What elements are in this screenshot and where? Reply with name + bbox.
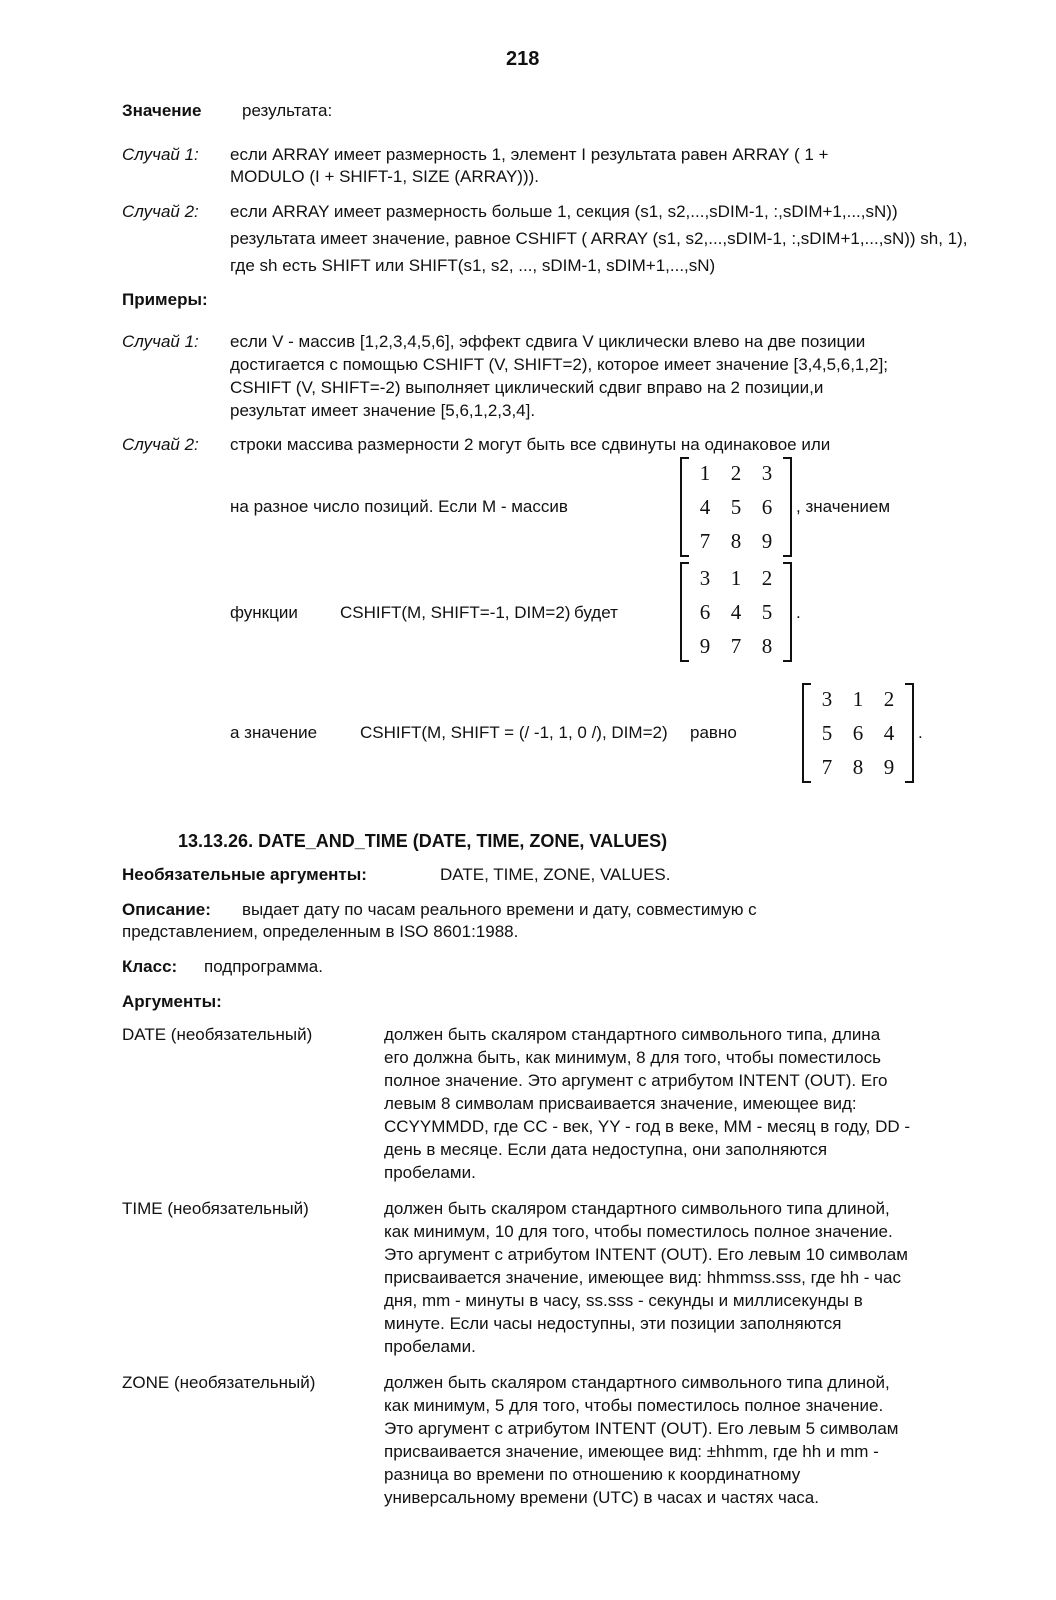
arg-zone-line: как минимум, 5 для того, чтобы поместилось полное значение. [384,1396,884,1415]
matrix-cell: 8 [852,755,864,779]
matrix-cell: 9 [699,634,711,658]
matrix-cell: 4 [730,600,742,624]
matrix-f-suffix: . [796,603,801,622]
arg-time-line: минуте. Если часы недоступны, эти позиции заполняются [384,1314,842,1333]
matrix-cell: 6 [761,495,773,519]
arg-time-line: дня, mm - минуты в часу, ss.sss - секунды и миллисекунды в [384,1291,863,1310]
matrix-cell: 3 [761,461,773,485]
matrix-cell: 3 [821,687,833,711]
matrix-bracket-right [783,562,792,662]
matrix-f [680,562,792,662]
matrix-cell: 1 [730,566,742,590]
matrix-cell: 5 [821,721,833,745]
example-2-label: Случай 2: [122,435,199,454]
class-value: подпрограмма. [204,957,323,976]
matrix-a-suffix: . [918,723,923,742]
arg-date-line: его должна быть, как минимум, 8 для того, чтобы поместилось [384,1048,881,1067]
case-1-label: Случай 1: [122,145,199,164]
matrix-cell: 7 [699,529,711,553]
matrix-cell: 5 [730,495,742,519]
arg-date-line: полное значение. Это аргумент с атрибутом INTENT (OUT). Его [384,1071,888,1090]
matrix-cell: 7 [821,755,833,779]
matrix-cell: 9 [883,755,895,779]
section-heading: 13.13.26. DATE_AND_TIME (DATE, TIME, ZONE, VALUES) [178,831,668,851]
optional-args-label: Необязательные аргументы: [122,865,367,884]
arg-time-line: как минимум, 10 для того, чтобы поместилось полное значение. [384,1222,893,1241]
matrix-cell: 1 [699,461,711,485]
matrix-cell: 9 [761,529,773,553]
matrix-cell: 5 [761,600,773,624]
matrix-cell: 6 [852,721,864,745]
example-1-line-1: если V - массив [1,2,3,4,5,6], эффект сдвига V циклически влево на две позиции [230,332,866,351]
matrix-f-text-b: CSHIFT(M, SHIFT=-1, DIM=2) [340,603,571,622]
example-1-line-3: CSHIFT (V, SHIFT=-2) выполняет циклический сдвиг вправо на 2 позиции,и [230,378,824,397]
case-2-line-2: результата имеет значение, равное CSHIFT ( ARRAY (s1, s2,...,sDIM-1, :,sDIM+1,...,sN)) sh, 1), [230,229,968,248]
matrix-cell: 2 [883,687,895,711]
example-2-line-1: строки массива размерности 2 могут быть все сдвинуты на одинаковое или [230,435,831,454]
matrix-cell: 4 [699,495,711,519]
arg-time-line: Это аргумент с атрибутом INTENT (OUT). Его левым 10 символам [384,1245,908,1264]
matrix-m-text: на разное число позиций. Если M - массив [230,497,568,516]
matrix-a-text-c: равно [690,723,737,742]
arg-zone-line: Это аргумент с атрибутом INTENT (OUT). Его левым 5 символам [384,1419,899,1438]
case-2-label: Случай 2: [122,202,199,221]
case-2-line-1: если ARRAY имеет размерность больше 1, секция (s1, s2,...,sDIM-1, :,sDIM+1,...,sN)) [230,202,898,221]
arg-time-line: должен быть скаляром стандартного символьного типа длиной, [384,1199,890,1218]
arg-date-line: день в месяце. Если дата недоступна, они заполняются [384,1140,828,1159]
matrix-cell: 1 [852,687,864,711]
matrix-bracket-right [783,457,792,557]
matrix-cell: 2 [761,566,773,590]
page-number: 218 [506,48,540,70]
case-1-line-1: если ARRAY имеет размерность 1, элемент I результата равен ARRAY ( 1 + [230,145,829,164]
description-line-2: представлением, определенным в ISO 8601:1988. [122,922,519,941]
matrix-f-text-c: будет [574,603,618,622]
matrix-m-suffix: , значением [796,497,891,516]
example-1-line-2: достигается с помощью CSHIFT (V, SHIFT=2), которое имеет значение [3,4,5,6,1,2]; [230,355,889,374]
description-line-1: выдает дату по часам реального времени и дату, совместимую с [242,900,757,919]
arg-date-name: DATE (необязательный) [122,1025,313,1044]
value-header-label: Значение [122,101,202,120]
case-1-line-2: MODULO (I + SHIFT-1, SIZE (ARRAY))). [230,167,540,186]
arg-zone-line: должен быть скаляром стандартного символьного типа длиной, [384,1373,890,1392]
arg-time-line: пробелами. [384,1337,476,1356]
class-label: Класс: [122,957,178,976]
matrix-cell: 8 [730,529,742,553]
example-1-label: Случай 1: [122,332,199,351]
matrix-cell: 6 [699,600,711,624]
matrix-bracket-left [680,562,689,662]
arg-date-line: CCYYMMDD, где CC - век, YY - год в веке, MM - месяц в году, DD - [384,1117,911,1136]
arguments-label: Аргументы: [122,992,222,1011]
matrix-a-text-b: CSHIFT(M, SHIFT = (/ -1, 1, 0 /), DIM=2) [360,723,668,742]
matrix-cell: 8 [761,634,773,658]
matrix-m [680,457,792,557]
arg-zone-line: присваивается значение, имеющее вид: ±hhmm, где hh и mm - [384,1442,879,1461]
matrix-bracket-left [802,683,811,783]
arg-date-line: левым 8 символам присваивается значение, имеющее вид: [384,1094,857,1113]
matrix-bracket-left [680,457,689,557]
arg-time-line: присваивается значение, имеющее вид: hhmmss.sss, где hh - час [384,1268,901,1287]
description-label: Описание: [122,900,211,919]
matrix-cell: 3 [699,566,711,590]
optional-args-value: DATE, TIME, ZONE, VALUES. [440,865,671,884]
matrix-bracket-right [905,683,914,783]
matrix-a-text-a: а значение [230,723,318,742]
matrix-cell: 7 [730,634,742,658]
arg-zone-line: разница во времени по отношению к координатному [384,1465,801,1484]
matrix-f-text-a: функции [230,603,298,622]
matrix-cell: 4 [883,721,895,745]
arg-date-line: пробелами. [384,1163,476,1182]
case-2-line-3: где sh есть SHIFT или SHIFT(s1, s2, ..., sDIM-1, sDIM+1,...,sN) [230,256,716,275]
arg-zone-line: универсальному времени (UTC) в часах и частях часа. [384,1488,819,1507]
examples-header: Примеры: [122,290,208,309]
matrix-a [802,683,914,783]
matrix-cell: 2 [730,461,742,485]
arg-time-name: TIME (необязательный) [122,1199,309,1218]
value-header-text: результата: [242,101,333,120]
arg-zone-name: ZONE (необязательный) [122,1373,316,1392]
example-1-line-4: результат имеет значение [5,6,1,2,3,4]. [230,401,536,420]
arg-date-line: должен быть скаляром стандартного символьного типа, длина [384,1025,881,1044]
